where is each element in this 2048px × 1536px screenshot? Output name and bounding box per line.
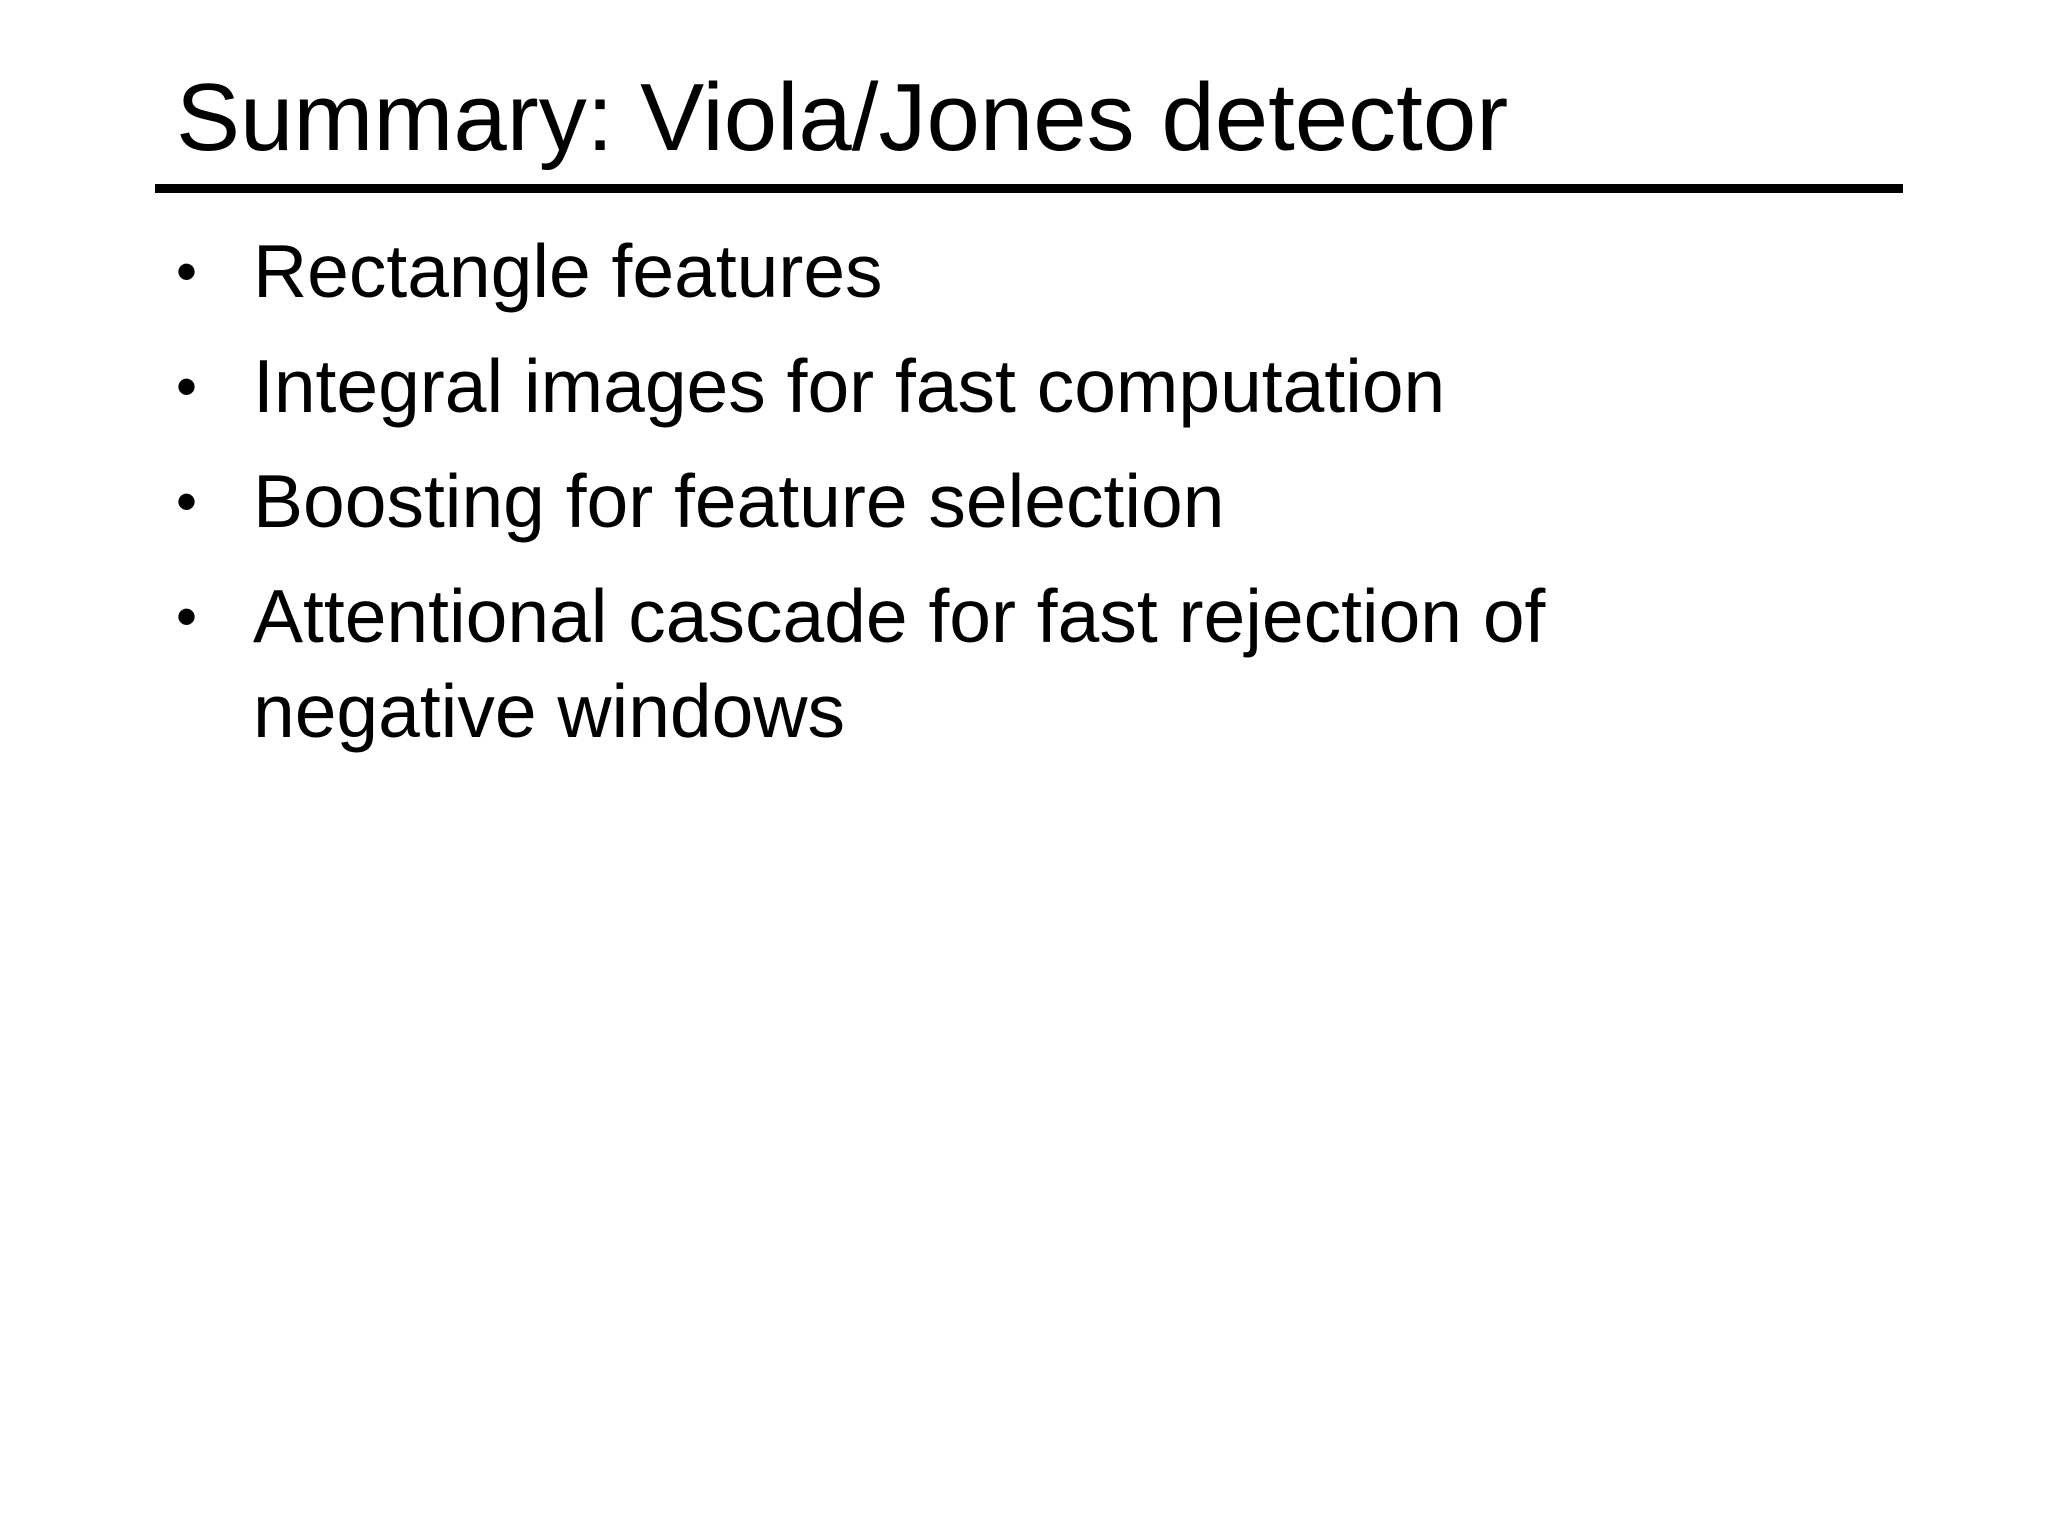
bullet-text: Integral images for fast computation xyxy=(253,344,1446,428)
title-divider xyxy=(155,184,1903,193)
bullet-item xyxy=(0,224,1900,319)
bullet-text: Rectangle features xyxy=(253,229,883,313)
bullet-item xyxy=(0,339,1900,434)
bullet-marker: • xyxy=(176,238,198,305)
bullet-text: Boosting for feature selection xyxy=(253,459,1225,543)
bullet-marker: • xyxy=(176,353,198,420)
bullet-marker: • xyxy=(176,468,198,535)
slide-title: Summary: Viola/Jones detector xyxy=(176,64,1509,171)
bullet-item xyxy=(0,569,1900,759)
bullet-text: Attentional cascade for fast rejection of negative windows xyxy=(253,574,1546,753)
bullet-item xyxy=(0,454,1900,549)
bullet-marker: • xyxy=(176,583,198,650)
bullet-list xyxy=(0,224,1900,779)
